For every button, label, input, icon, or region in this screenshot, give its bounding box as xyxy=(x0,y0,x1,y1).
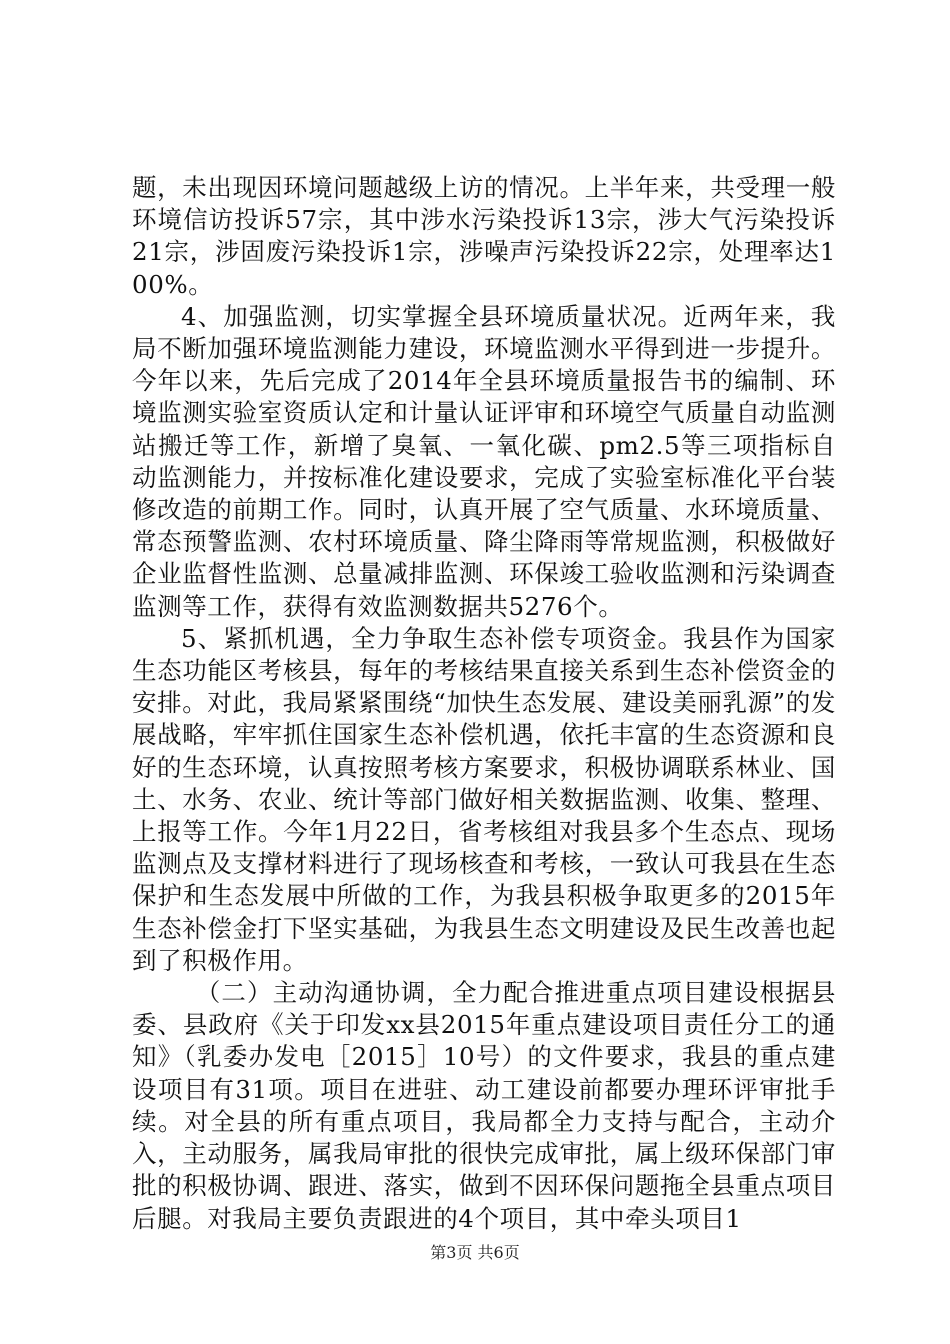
page-number-footer: 第3页 共6页 xyxy=(430,1243,520,1262)
paragraph-eco-compensation: 5、紧抓机遇，全力争取生态补偿专项资金。我县作为国家生态功能区考核县，每年的考核结果直接关系到生态补偿资金的安排。对此，我局紧紧围绕“加快生态发展、建设美丽乳源”的发展战略，牢牢抓住国家生态补偿机遇，依托丰富的生态资源和良好的生态环境，认真按照考核方案要求，积极协调联系林业、国土、水务、农业、统计等部门做好相关数据监测、收集、整理、上报等工作。今年1月22日，省考核组对我县多个生态点、现场监测点及支撑材料进行了现场核查和考核，一致认可我县在生态保护和生态发展中所做的工作，为我县积极争取更多的2015年生态补偿金打下坚实基础，为我县生态文明建设及民生改善也起到了积极作用。 xyxy=(132,623,836,975)
paragraph-monitoring: 4、加强监测，切实掌握全县环境质量状况。近两年来，我局不断加强环境监测能力建设，环境监测水平得到进一步提升。今年以来，先后完成了2014年全县环境质量报告书的编制、环境监测实验室资质认定和计量认证评审和环境空气质量自动监测站搬迁等工作，新增了臭氧、一氧化碳、pm2.5等三项指标自动监测能力，并按标准化建设要求，完成了实验室标准化平台装修改造的前期工作。同时，认真开展了空气质量、水环境质量、常态预警监测、农村环境质量、降尘降雨等常规监测，积极做好企业监督性监测、总量减排监测、环保竣工验收监测和污染调查监测等工作，获得有效监测数据共5276个。 xyxy=(132,301,836,621)
paragraph-complaints: 题，未出现因环境问题越级上访的情况。上半年来，共受理一般环境信访投诉57宗，其中涉水污染投诉13宗，涉大气污染投诉21宗，涉固废污染投诉1宗，涉噪声污染投诉22宗，处理率达100%。 xyxy=(132,173,836,299)
document-body xyxy=(132,172,836,1235)
paragraph-key-projects: （二）主动沟通协调，全力配合推进重点项目建设根据县委、县政府《关于印发xx县2015年重点建设项目责任分工的通知》（乳委办发电［2015］10号）的文件要求，我县的重点建设项目有31项。项目在进驻、动工建设前都要办理环评审批手续。对全县的所有重点项目，我局都全力支持与配合，主动介入，主动服务，属我局审批的很快完成审批，属上级环保部门审批的积极协调、跟进、落实，做到不因环保问题拖全县重点项目后腿。对我局主要负责跟进的4个项目，其中牵头项目1 xyxy=(132,978,836,1233)
